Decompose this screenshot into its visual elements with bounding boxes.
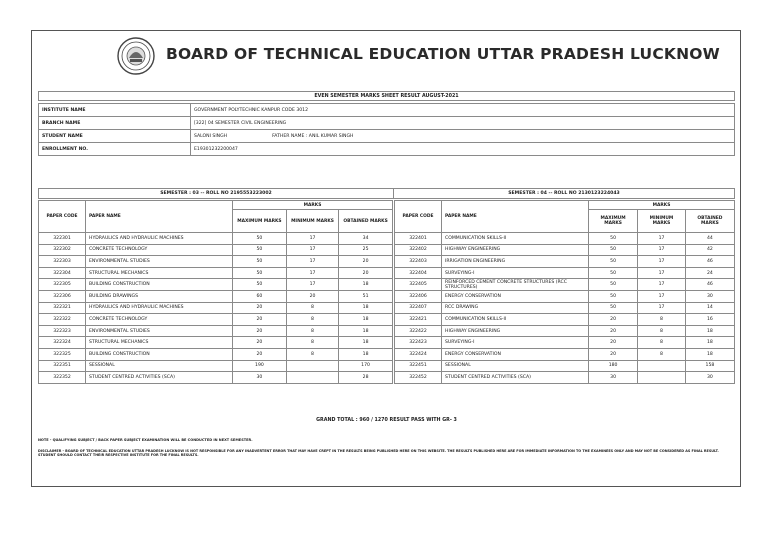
paper-name-cell: STUDENT CENTRED ACTIVITIES (SCA)	[442, 372, 589, 384]
paper-code-cell: 322323	[39, 325, 86, 337]
info-label: BRANCH NAME	[39, 117, 191, 130]
max-marks-cell: 20	[233, 325, 287, 337]
max-marks-cell: 20	[233, 302, 287, 314]
max-marks-cell: 50	[233, 244, 287, 256]
paper-name-cell: ENERGY CONSERVATION	[442, 348, 589, 360]
max-marks-cell: 50	[233, 256, 287, 268]
col-obt: OBTAINED MARKS	[685, 210, 734, 233]
max-marks-cell: 190	[233, 360, 287, 372]
max-marks-cell: 50	[589, 279, 638, 291]
paper-name-cell: ENVIRONMENTAL STUDIES	[86, 256, 233, 268]
paper-code-cell: 322303	[39, 256, 86, 268]
paper-name-cell: ENVIRONMENTAL STUDIES	[86, 325, 233, 337]
max-marks-cell: 50	[589, 256, 638, 268]
table-row	[39, 279, 393, 291]
table-row	[39, 337, 393, 349]
paper-name-cell: HYDRAULICS AND HYDRAULIC MACHINES	[86, 233, 233, 245]
paper-code-cell: 322403	[395, 256, 442, 268]
paper-name-cell: RCC DRAWING	[442, 302, 589, 314]
min-marks-cell	[638, 360, 686, 372]
table-row	[39, 244, 393, 256]
page-title: BOARD OF TECHNICAL EDUCATION UTTAR PRADESH LUCKNOW	[166, 45, 720, 63]
student-name: SALONI SINGH	[194, 133, 228, 139]
min-marks-cell: 17	[286, 256, 338, 268]
paper-name-cell: HYDRAULICS AND HYDRAULIC MACHINES	[86, 302, 233, 314]
obtained-marks-cell: 18	[339, 279, 393, 291]
table-row	[395, 244, 735, 256]
info-label: INSTITUTE NAME	[39, 104, 191, 117]
paper-code-cell: 322423	[395, 337, 442, 349]
paper-code-cell: 322421	[395, 314, 442, 326]
obtained-marks-cell: 42	[685, 244, 734, 256]
semester-4-title: SEMESTER : 04 -- ROLL NO 2130123224043	[394, 189, 735, 199]
page-header	[32, 31, 740, 83]
min-marks-cell: 17	[638, 302, 686, 314]
obtained-marks-cell: 18	[685, 337, 734, 349]
min-marks-cell: 17	[286, 233, 338, 245]
obtained-marks-cell: 14	[685, 302, 734, 314]
min-marks-cell: 8	[286, 337, 338, 349]
paper-name-cell: BUILDING CONSTRUCTION	[86, 348, 233, 360]
max-marks-cell: 30	[233, 372, 287, 384]
table-row	[39, 314, 393, 326]
max-marks-cell: 50	[589, 302, 638, 314]
max-marks-cell: 50	[589, 267, 638, 279]
paper-code-cell: 322424	[395, 348, 442, 360]
table-row	[395, 302, 735, 314]
paper-code-cell: 322402	[395, 244, 442, 256]
max-marks-cell: 30	[589, 372, 638, 384]
min-marks-cell: 20	[286, 290, 338, 302]
paper-name-cell: BUILDING DRAWINGS	[86, 290, 233, 302]
grand-total: GRAND TOTAL : 960 / 1270 RESULT PASS WITH GR- 3	[316, 418, 457, 423]
min-marks-cell	[286, 372, 338, 384]
table-row	[395, 233, 735, 245]
col-paper-code: PAPER CODE	[395, 201, 442, 233]
table-row	[39, 256, 393, 268]
min-marks-cell: 17	[286, 279, 338, 291]
table-row	[39, 302, 393, 314]
info-row	[39, 143, 735, 156]
min-marks-cell: 17	[286, 267, 338, 279]
max-marks-cell: 20	[589, 348, 638, 360]
obtained-marks-cell: 18	[339, 325, 393, 337]
paper-code-cell: 322407	[395, 302, 442, 314]
max-marks-cell: 50	[589, 290, 638, 302]
paper-code-cell: 322305	[39, 279, 86, 291]
min-marks-cell: 17	[638, 233, 686, 245]
info-value	[191, 130, 735, 143]
table-row	[395, 256, 735, 268]
info-row	[39, 104, 735, 117]
obtained-marks-cell: 18	[339, 348, 393, 360]
table-row	[395, 360, 735, 372]
obtained-marks-cell: 18	[339, 314, 393, 326]
obtained-marks-cell: 30	[685, 290, 734, 302]
paper-code-cell: 322325	[39, 348, 86, 360]
obtained-marks-cell: 16	[685, 314, 734, 326]
info-row	[39, 117, 735, 130]
semester-3-marks-table	[38, 200, 393, 384]
table-row	[39, 290, 393, 302]
father-name: FATHER NAME : ANIL KUMAR SINGH	[272, 133, 354, 139]
paper-code-cell: 322405	[395, 279, 442, 291]
obtained-marks-cell: 158	[685, 360, 734, 372]
paper-code-cell: 322451	[395, 360, 442, 372]
obtained-marks-cell: 46	[685, 279, 734, 291]
max-marks-cell: 20	[589, 314, 638, 326]
info-value: [322] 04 SEMESTER CIVIL ENGINEERING	[191, 117, 735, 130]
col-max: MAXIMUM MARKS	[233, 210, 287, 233]
semester-4-marks-table	[394, 200, 735, 384]
paper-code-cell: 322304	[39, 267, 86, 279]
max-marks-cell: 50	[589, 244, 638, 256]
paper-code-cell: 322322	[39, 314, 86, 326]
table-row	[39, 233, 393, 245]
info-row	[39, 130, 735, 143]
min-marks-cell	[286, 360, 338, 372]
obtained-marks-cell: 25	[339, 244, 393, 256]
obtained-marks-cell: 30	[685, 372, 734, 384]
obtained-marks-cell: 46	[685, 256, 734, 268]
paper-code-cell: 322324	[39, 337, 86, 349]
paper-name-cell: BUILDING CONSTRUCTION	[86, 279, 233, 291]
table-row	[39, 267, 393, 279]
min-marks-cell: 8	[638, 337, 686, 349]
info-value: GOVERNMENT POLYTECHNIC KANPUR CODE 3012	[191, 104, 735, 117]
table-row	[39, 372, 393, 384]
min-marks-cell: 17	[638, 279, 686, 291]
paper-name-cell: SESSIONAL	[442, 360, 589, 372]
max-marks-cell: 20	[589, 337, 638, 349]
min-marks-cell: 17	[638, 267, 686, 279]
max-marks-cell: 50	[233, 233, 287, 245]
paper-code-cell: 322406	[395, 290, 442, 302]
obtained-marks-cell: 18	[685, 348, 734, 360]
max-marks-cell: 180	[589, 360, 638, 372]
disclaimer-text: DISCLAIMER - BOARD OF TECHNICAL EDUCATION UTTAR PRADESH LUCKNOW IS NOT RESPONSIBLE FOR ANY INADVERTENT ERROR THAT MAY HAVE CREPT IN THE RESULTS BEING PUBLISHED HERE ON THIS WEBSITE. THE RESULTS PUBLISHED HERE ARE FOR IMMEDIATE INFORMATION TO THE EXAMINEES ONLY AND MAY NOT BE CONSIDERED AS FINAL RESULT. STUDENT SHOULD CONTACT THEIR RESPECTIVE INSTITUTE FOR THE FINAL RESULTS.	[38, 449, 719, 458]
max-marks-cell: 50	[233, 279, 287, 291]
min-marks-cell: 17	[638, 256, 686, 268]
paper-name-cell: STUDENT CENTRED ACTIVITIES (SCA)	[86, 372, 233, 384]
paper-code-cell: 322352	[39, 372, 86, 384]
min-marks-cell: 17	[286, 244, 338, 256]
sheet-title: EVEN SEMESTER MARKS SHEET RESULT AUGUST-2021	[38, 91, 735, 101]
obtained-marks-cell: 18	[339, 302, 393, 314]
min-marks-cell	[638, 372, 686, 384]
min-marks-cell: 8	[286, 348, 338, 360]
table-row	[395, 290, 735, 302]
table-row	[395, 267, 735, 279]
table-row	[395, 337, 735, 349]
paper-name-cell: IRRIGATION ENGINEERING	[442, 256, 589, 268]
result-sheet	[38, 91, 735, 426]
min-marks-cell: 8	[638, 348, 686, 360]
paper-name-cell: COMMUNICATION SKILLS-II	[442, 233, 589, 245]
obtained-marks-cell: 44	[685, 233, 734, 245]
note-text: NOTE - QUALIFYING SUBJECT / BACK PAPER SUBJECT EXAMINATION WILL BE CONDUCTED IN NEXT SEMESTER.	[38, 438, 253, 442]
col-max: MAXIMUM MARKS	[589, 210, 638, 233]
paper-name-cell: CONCRETE TECHNOLOGY	[86, 244, 233, 256]
min-marks-cell: 8	[286, 325, 338, 337]
obtained-marks-cell: 34	[339, 233, 393, 245]
info-label: STUDENT NAME	[39, 130, 191, 143]
semester-header	[38, 188, 735, 199]
min-marks-cell: 17	[638, 244, 686, 256]
max-marks-cell: 20	[233, 348, 287, 360]
col-obt: OBTAINED MARKS	[339, 210, 393, 233]
table-row	[39, 325, 393, 337]
max-marks-cell: 20	[233, 314, 287, 326]
min-marks-cell: 8	[638, 314, 686, 326]
paper-code-cell: 322401	[395, 233, 442, 245]
paper-name-cell: SURVEYING-I	[442, 267, 589, 279]
board-emblem-icon	[116, 36, 156, 76]
paper-code-cell: 322452	[395, 372, 442, 384]
paper-code-cell: 322301	[39, 233, 86, 245]
min-marks-cell: 8	[286, 302, 338, 314]
obtained-marks-cell: 28	[339, 372, 393, 384]
paper-name-cell: SURVEYING-I	[442, 337, 589, 349]
obtained-marks-cell: 18	[339, 337, 393, 349]
semester-4-rows	[395, 233, 735, 384]
paper-code-cell: 322321	[39, 302, 86, 314]
obtained-marks-cell: 18	[685, 325, 734, 337]
student-info-table	[38, 103, 735, 156]
paper-code-cell: 322306	[39, 290, 86, 302]
obtained-marks-cell: 20	[339, 267, 393, 279]
table-row	[39, 360, 393, 372]
paper-name-cell: COMMUNICATION SKILLS-II	[442, 314, 589, 326]
obtained-marks-cell: 24	[685, 267, 734, 279]
table-row	[39, 348, 393, 360]
min-marks-cell: 17	[638, 290, 686, 302]
info-label: ENROLLMENT NO.	[39, 143, 191, 156]
paper-name-cell: STRUCTURAL MECHANICS	[86, 267, 233, 279]
paper-name-cell: CONCRETE TECHNOLOGY	[86, 314, 233, 326]
col-marks: MARKS	[233, 201, 393, 210]
max-marks-cell: 60	[233, 290, 287, 302]
paper-code-cell: 322404	[395, 267, 442, 279]
marksheet-frame	[31, 30, 741, 487]
min-marks-cell: 8	[638, 325, 686, 337]
obtained-marks-cell: 20	[339, 256, 393, 268]
col-paper-name: PAPER NAME	[442, 201, 589, 233]
table-row	[395, 314, 735, 326]
paper-name-cell: REINFORCED CEMENT CONCRETE STRUCTURES (RCC STRUCTURES)	[442, 279, 589, 291]
col-min: MINIMUM MARKS	[638, 210, 686, 233]
table-row	[395, 325, 735, 337]
max-marks-cell: 20	[589, 325, 638, 337]
table-row	[395, 372, 735, 384]
table-row	[395, 279, 735, 291]
col-marks: MARKS	[589, 201, 735, 210]
semester-3-title: SEMESTER : 03 -- ROLL NO 2195553223002	[39, 189, 394, 199]
info-value: E19301232200047	[191, 143, 735, 156]
semester-3-rows	[39, 233, 393, 384]
col-paper-name: PAPER NAME	[86, 201, 233, 233]
paper-code-cell: 322302	[39, 244, 86, 256]
paper-code-cell: 322351	[39, 360, 86, 372]
max-marks-cell: 50	[589, 233, 638, 245]
paper-name-cell: STRUCTURAL MECHANICS	[86, 337, 233, 349]
paper-name-cell: ENERGY CONSERVATION	[442, 290, 589, 302]
col-paper-code: PAPER CODE	[39, 201, 86, 233]
paper-name-cell: HIGHWAY ENGINEERING	[442, 325, 589, 337]
col-min: MINIMUM MARKS	[286, 210, 338, 233]
max-marks-cell: 50	[233, 267, 287, 279]
obtained-marks-cell: 51	[339, 290, 393, 302]
paper-name-cell: HIGHWAY ENGINEERING	[442, 244, 589, 256]
table-row	[395, 348, 735, 360]
paper-name-cell: SESSIONAL	[86, 360, 233, 372]
max-marks-cell: 20	[233, 337, 287, 349]
obtained-marks-cell: 170	[339, 360, 393, 372]
min-marks-cell: 8	[286, 314, 338, 326]
paper-code-cell: 322422	[395, 325, 442, 337]
